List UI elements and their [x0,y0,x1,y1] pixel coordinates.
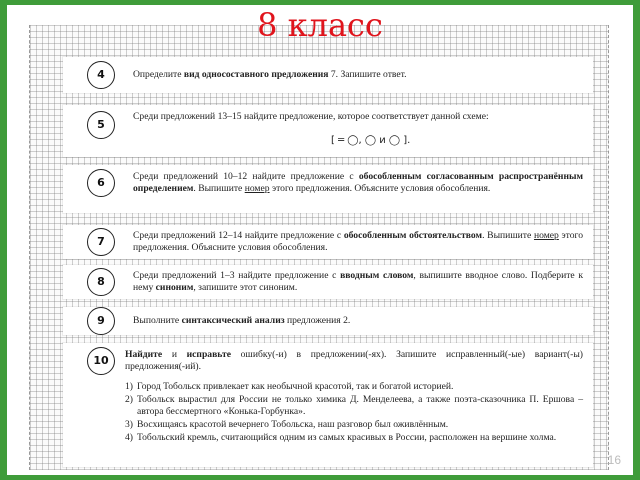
task-number: 7 [87,228,115,256]
task-5 [63,105,593,157]
task-10 [63,343,593,467]
option-item: 3) Восхищаясь красотой вечернего Тобольска, наш разговор был оживлённым. [125,419,449,430]
task-text: Определите вид односоставного предложения 7. Запишите ответ. [133,69,407,80]
task-text: Среди предложений 1–3 найдите предложение с вводным словом, выпишите вводное слово. Подберите к нему синоним, запишите этот синоним. [133,270,583,293]
option-item: 1) Город Тобольск привлекает как необычной красотой, так и богатой историей. [125,381,454,392]
task-number: 6 [87,169,115,197]
task-text: Среди предложений 12–14 найдите предложение с обособленным обстоятельством. Выпишите номер этого предложения. Объясните условия обособления. [133,230,584,253]
task-7 [63,225,593,259]
option-item: 2) Тобольск вырастил для России не только химика Д. Менделеева, а также поэта-сказочника П. Ершова – автора бессмертного «Конька-Горбунка». [125,394,583,417]
task-number: 5 [87,111,115,139]
sentence-scheme: [ ═ ◯, ◯ и ◯ ]. [331,135,411,146]
task-number: 4 [87,61,115,89]
task-text: Выполните синтаксический анализ предложения 2. [133,315,351,326]
page-number: 16 [607,453,621,467]
task-9 [63,307,593,335]
task-number: 9 [87,307,115,335]
task-text: Найдите и исправьте ошибку(-и) в предложении(-ях). Запишите исправленный(-ые) вариант(-ы) предложения(-ий). [125,349,583,372]
task-8 [63,265,593,299]
task-number: 8 [87,268,115,296]
task-6 [63,165,593,213]
options-list [125,381,583,445]
slide [7,5,633,475]
task-4 [63,57,593,93]
task-number: 10 [87,347,115,375]
option-item: 4) Тобольский кремль, считающийся одним из самых красивых в России, расположен на вершине холма. [125,432,557,443]
task-text: Среди предложений 10–12 найдите предложение с обособленным согласованным распространённым определением. Выпишите номер этого предложения. Объясните условия обособления. [133,171,583,194]
slide-title: 8 класс [257,6,383,44]
task-text: Среди предложений 13–15 найдите предложение, которое соответствует данной схеме: [133,111,489,122]
